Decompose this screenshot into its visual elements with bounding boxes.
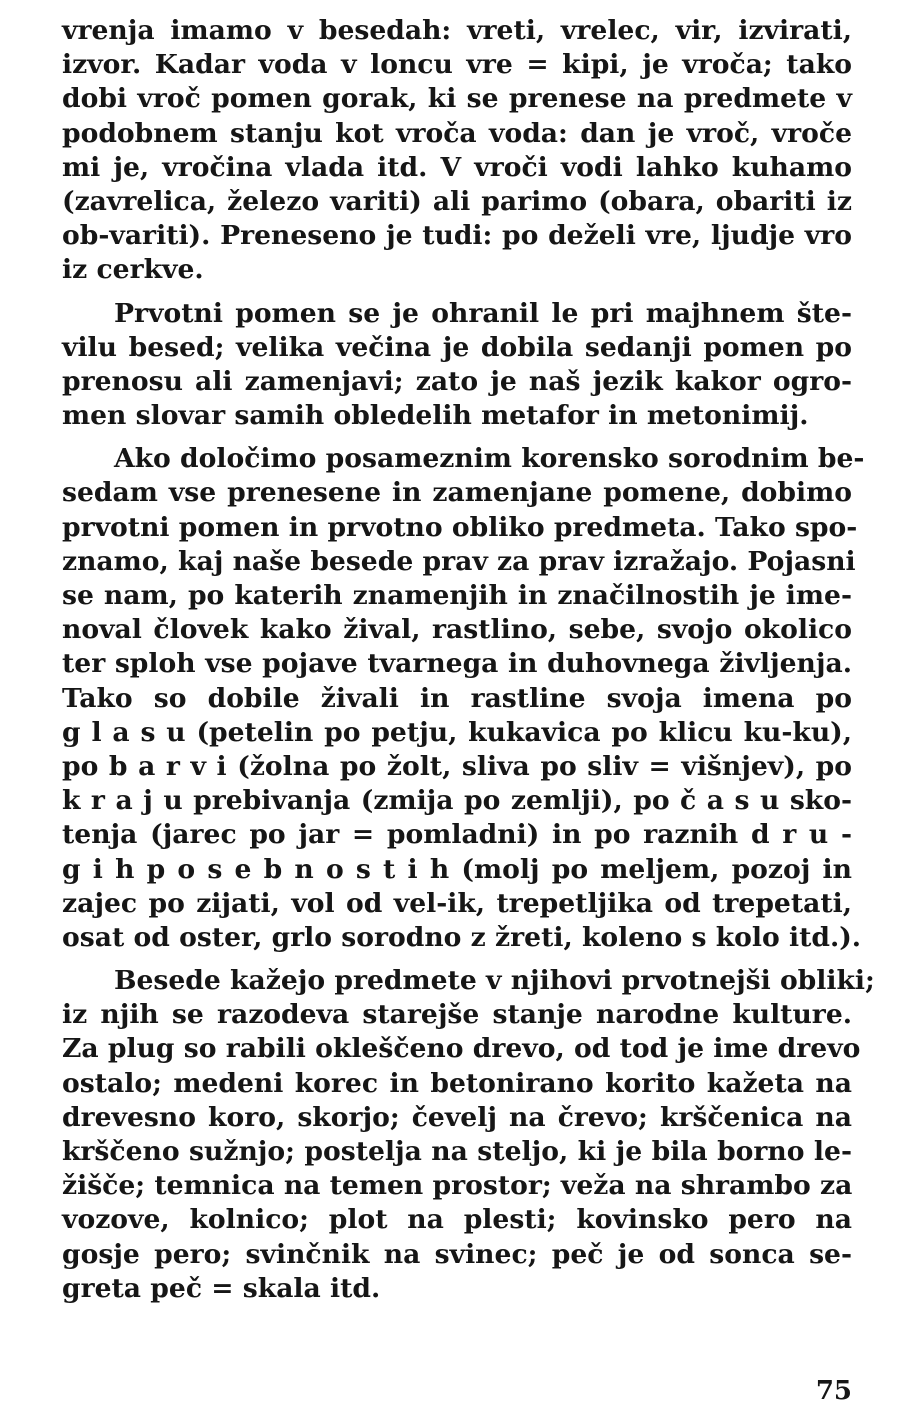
text-line: vrenja imamo v besedah: vreti, vrelec, vir, izvirati, — [62, 15, 852, 46]
page-body — [62, 14, 875, 1404]
text-line: vozove, kolnico; plot na plesti; kovinsko pero na — [62, 1204, 852, 1236]
text-line: zajec po zijati, vol od vel-ik, trepetljika od trepetati, — [62, 887, 852, 919]
paragraph-3 — [62, 442, 865, 955]
text-line: iz cerkve. — [62, 254, 204, 286]
text-line: žišče; temnica na temen prostor; veža na shrambo za — [62, 1170, 853, 1202]
text-line: men slovar samih obledelih metafor in metonimij. — [62, 400, 809, 432]
text-line: k r a j u prebivanja (zmija po zemlji), po č a s u sko- — [62, 785, 852, 817]
paragraph-2 — [62, 297, 852, 434]
text-line: prvotni pomen in prvotno obliko predmeta. Tako spo- — [62, 511, 858, 543]
text-line: noval človek kako žival, rastlino, sebe, svojo okolico — [62, 614, 852, 646]
text-line: gosje pero; svinčnik na svinec; peč je od sonca se- — [62, 1238, 852, 1270]
text-line: greta peč = skala itd. — [62, 1272, 381, 1304]
text-line: tenja (jarec po jar = pomladni) in po raznih d r u - — [62, 819, 852, 851]
text-line: znamo, kaj naše besede prav za prav izražajo. Pojasni — [62, 545, 856, 577]
text-line: se nam, po katerih znamenjih in značilnostih je ime- — [62, 580, 852, 611]
text-line: krščeno sužnjo; postelja na steljo, ki je bila borno le- — [62, 1136, 852, 1167]
text-line: drevesno koro, skorjo; čevelj na črevo; krščenica na — [62, 1101, 852, 1133]
text-line: Prvotni pomen se je ohranil le pri majhnem šte- — [114, 297, 852, 329]
text-line: izvor. Kadar voda v loncu vre = kipi, je vroča; tako — [62, 49, 852, 81]
text-line: prenosu ali zamenjavi; zato je naš jezik kakor ogro- — [62, 365, 852, 397]
text-line: ob-variti). Preneseno je tudi: po deželi vre, ljudje vro — [62, 220, 852, 252]
text-line: Besede kažejo predmete v njihovi prvotnejši obliki; — [114, 965, 875, 997]
text-line: Tako so dobile živali in rastline svoja imena po — [62, 682, 852, 714]
text-line: ostalo; medeni korec in betonirano korito kažeta na — [62, 1067, 852, 1099]
text-line: mi je, vročina vlada itd. V vroči vodi lahko kuhamo — [62, 151, 852, 183]
page-number: 75 — [815, 1376, 852, 1406]
text-line: podobnem stanju kot vroča voda: dan je vroč, vroče — [62, 117, 852, 149]
text-line: osat od oster, grlo sorodno z žreti, koleno s kolo itd.). — [62, 921, 862, 953]
text-line: po b a r v i (žolna po žolt, sliva po sliv = višnjev), po — [62, 750, 852, 782]
paragraph-1 — [62, 14, 852, 288]
text-line: g l a s u (petelin po petju, kukavica po klicu ku-ku), — [62, 716, 852, 748]
text-line: sedam vse prenesene in zamenjane pomene, dobimo — [62, 477, 852, 509]
text-line: (zavrelica, železo variti) ali parimo (obara, obariti iz — [62, 185, 852, 217]
text-line: Ako določimo posameznim korensko sorodnim be- — [114, 443, 865, 475]
text-line: vilu besed; velika večina je dobila sedanji pomen po — [62, 331, 852, 363]
paragraph-4 — [62, 964, 875, 1306]
text-line: iz njih se razodeva starejše stanje narodne kulture. — [62, 999, 852, 1031]
text-line: g i h p o s e b n o s t i h (molj po meljem, pozoj in — [62, 853, 852, 885]
text-line: dobi vroč pomen gorak, ki se prenese na predmete v — [62, 83, 852, 115]
text-line: Za plug so rabili okleščeno drevo, od tod je ime drevo — [62, 1033, 861, 1065]
text-line: ter sploh vse pojave tvarnega in duhovnega življenja. — [62, 648, 852, 680]
